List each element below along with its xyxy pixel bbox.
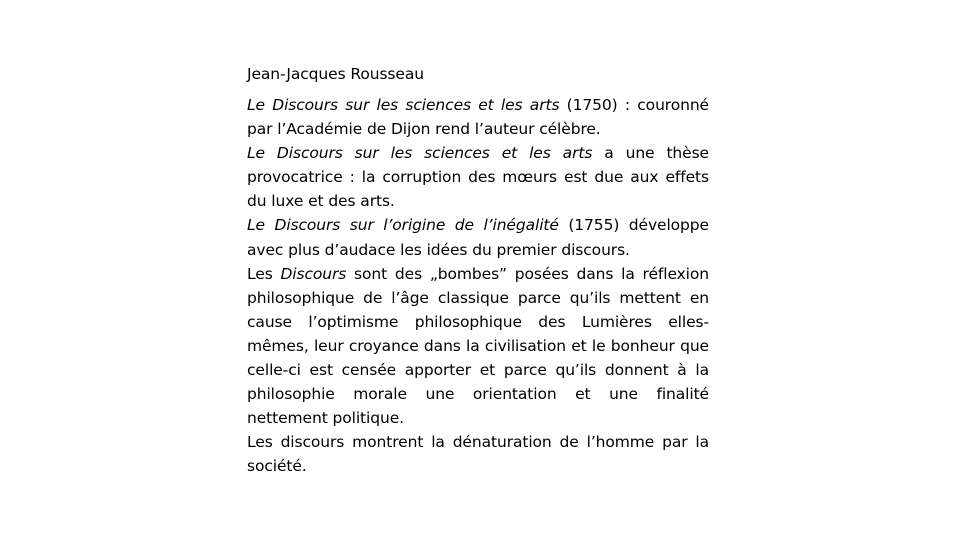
paragraph-text: sont des „bombes” posées dans la réflexion philosophique de l’âge classique parce qu’ils mettent en cause l’optimisme philosophique des Lumières elles-mêmes, leur croyance dans la civilisation et le bonheur que celle-ci est censée apporter et parce qu’ils donnent à la philosophie morale une orientation et une finalité nettement politique. (247, 264, 709, 428)
italic-title-text: Le Discours sur les sciences et les arts (247, 96, 560, 114)
paragraph-text: a une thèse provocatrice : la corruption des mœurs est due aux effets du luxe et des arts. (247, 144, 709, 211)
italic-title-text: Le Discours sur les sciences et les arts (247, 144, 593, 163)
paragraph-text: (1755) développe avec plus d’audace les idées du premier discours. (247, 216, 709, 259)
paragraph-list (247, 93, 709, 479)
paragraph-these-provocatrice (247, 141, 709, 213)
text-block (247, 62, 709, 479)
paragraph-discours-sciences-arts (247, 93, 709, 141)
italic-title-text: Le Discours sur l’origine de l’inégalité (247, 216, 559, 235)
paragraph-text: Les discours montrent la dénaturation de l’homme par la société. (247, 433, 709, 476)
paragraph-text: Les (247, 264, 281, 283)
italic-title-text: Discours (280, 264, 347, 283)
paragraph-denaturation (247, 430, 709, 478)
paragraph-origine-inegalite (247, 213, 709, 261)
paragraph-bombes (247, 262, 709, 431)
paragraph-text: (1750) : couronné par l’Académie de Dijon rend l’auteur célèbre. (247, 96, 709, 139)
author-name: Jean-Jacques Rousseau (247, 65, 424, 83)
